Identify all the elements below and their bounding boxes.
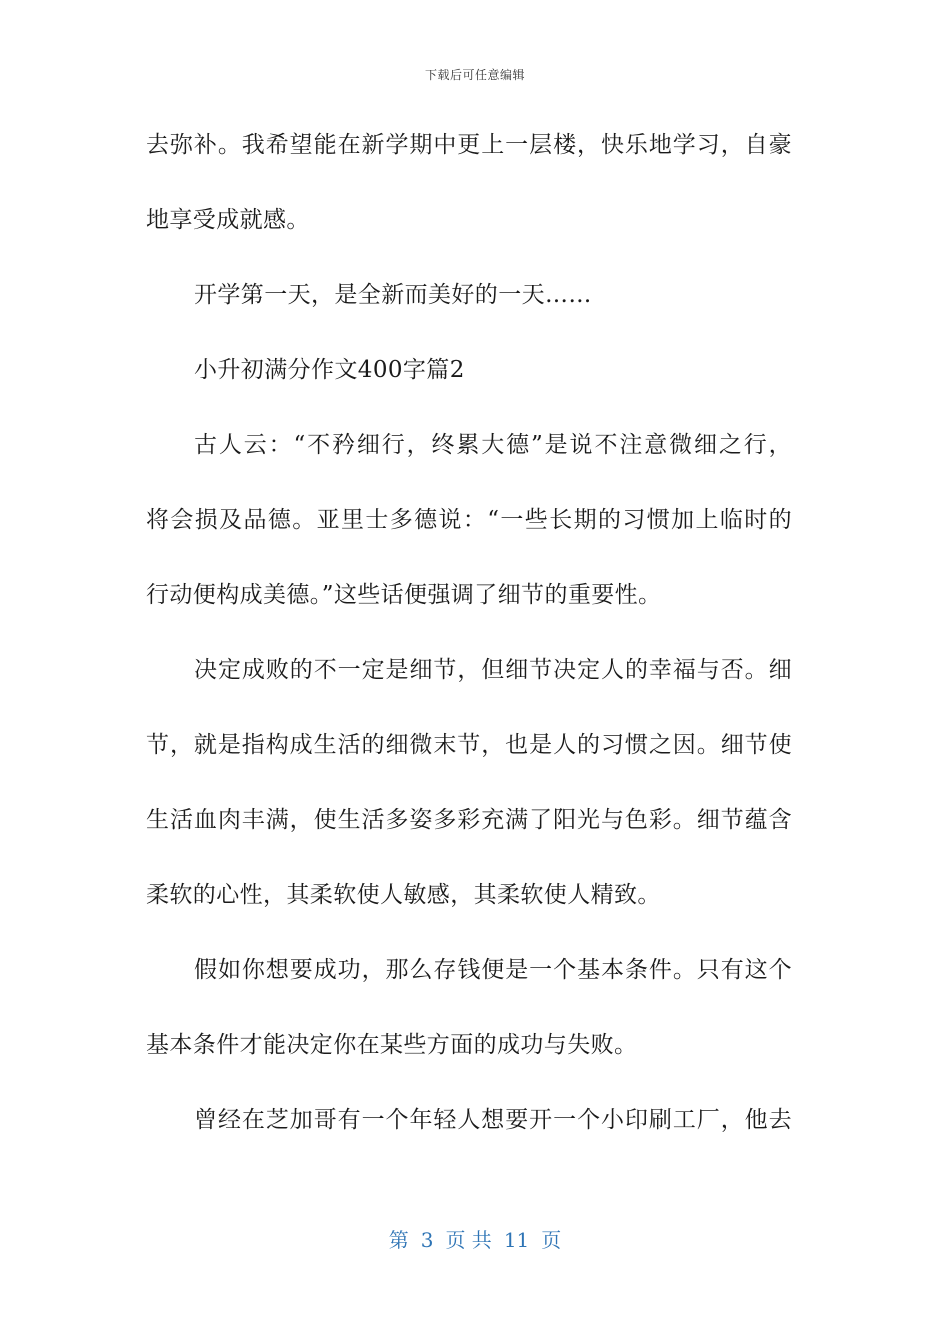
text-line: 假如你想要成功，那么存钱便是一个基本条件。只有这个: [194, 957, 792, 983]
text-line: 将会损及品德。亚里士多德说：“一些长期的习惯加上临时的: [146, 507, 792, 533]
page-header: 下载后可任意编辑: [424, 68, 525, 82]
text-line: 曾经在芝加哥有一个年轻人想要开一个小印刷工厂，他去: [194, 1107, 792, 1133]
text-line: 生活血肉丰满，使生活多姿多彩充满了阳光与色彩。细节蕴含: [146, 807, 792, 833]
text-line: 节，就是指构成生活的细微末节，也是人的习惯之因。细节使: [146, 732, 792, 758]
text-line: 去弥补。我希望能在新学期中更上一层楼，快乐地学习，自豪: [146, 132, 792, 158]
text-line: 行动便构成美德。”这些话便强调了细节的重要性。: [146, 582, 662, 608]
text-line: 小升初满分作文400字篇2: [194, 357, 465, 383]
footer-prefix: 第: [388, 1228, 409, 1252]
document-body: [146, 120, 792, 1170]
footer-suffix: 页: [541, 1228, 562, 1252]
text-line: 地享受成就感。: [146, 207, 310, 233]
text-line: 古人云：“不矜细行，终累大德”是说不注意微细之行，: [194, 432, 792, 458]
footer-page-number: 3: [420, 1228, 434, 1252]
text-line: 决定成败的不一定是细节，但细节决定人的幸福与否。细: [194, 657, 792, 683]
page-footer: [0, 1224, 950, 1253]
text-line: 基本条件才能决定你在某些方面的成功与失败。: [146, 1032, 638, 1058]
text-line: 开学第一天，是全新而美好的一天……: [194, 282, 592, 308]
text-line: 柔软的心性，其柔软使人敏感，其柔软使人精致。: [146, 882, 661, 908]
footer-total-pages: 11: [503, 1228, 530, 1252]
footer-middle: 页 共: [445, 1228, 492, 1252]
